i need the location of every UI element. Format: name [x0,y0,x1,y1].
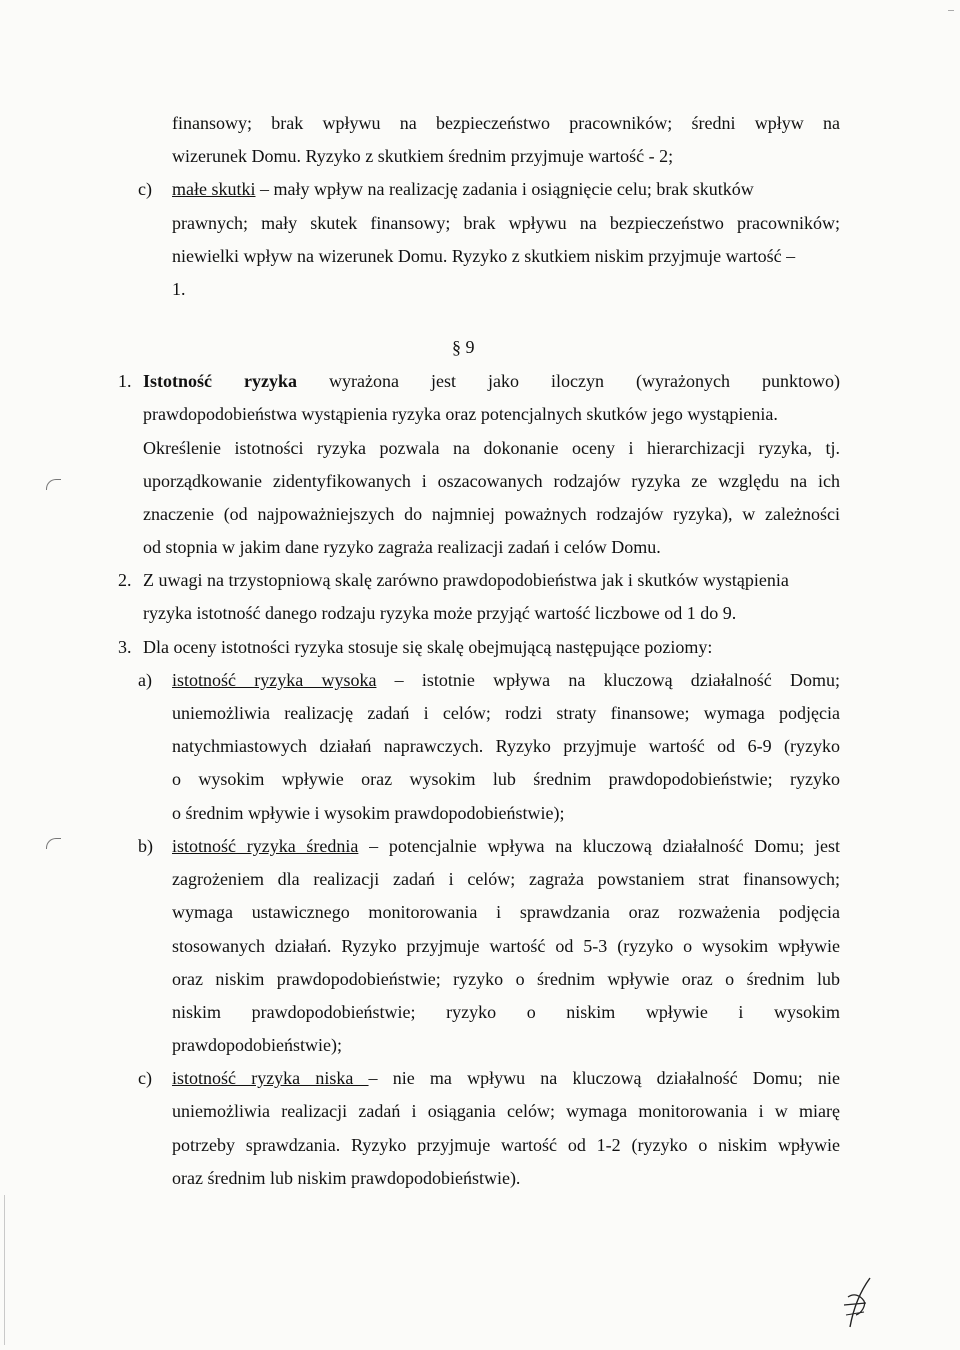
text-line: stosowanych działań. Ryzyko przyjmuje wartość od 5-3 (ryzyko o wysokim wpływie [172,936,840,956]
text-line [172,663,840,697]
scan-edge-line [4,1195,5,1345]
text-line: znaczenie (od najpoważniejszych do najmniej poważnych rodzajów ryzyka), w zależności [143,504,840,524]
scan-mark [46,479,61,490]
text-line: o średnim wpływie i wysokim prawdopodobieństwie); [172,803,565,823]
text-line: Określenie istotności ryzyka pozwala na dokonanie oceny i hierarchizacji ryzyka, tj. [143,438,840,458]
scan-dash [948,10,954,11]
underlined-term: istotność ryzyka wysoka [172,670,377,690]
list-marker: b) [138,836,153,856]
text-line: niewielki wpływ na wizerunek Domu. Ryzyko z skutkiem niskim przyjmuje wartość – [172,246,796,266]
text-fragment: wyrażona jest jako iloczyn (wyrażonych punktowo) [329,371,840,391]
text-line: wymaga ustawicznego monitorowania i sprawdzania oraz rozważenia podjęcia [172,902,840,922]
list-marker: a) [138,670,152,690]
text-line: Z uwagi na trzystopniową skalę zarówno prawdopodobieństwa jak i skutków wystąpienia [143,570,789,590]
text-line: ryzyka istotność danego rodzaju ryzyka może przyjąć wartość liczbowe od 1 do 9. [143,603,737,623]
text-line: prawnych; mały skutek finansowy; brak wpływu na bezpieczeństwo pracowników; [172,213,840,233]
text-line: uporządkowanie zidentyfikowanych i oszacowanych rodzajów ryzyka ze względu na ich [143,471,840,491]
text-line: finansowy; brak wpływu na bezpieczeństwo pracowników; średni wpływ na [172,113,840,133]
paragraph-number: 1. [118,371,132,391]
text-line: potrzeby sprawdzania. Ryzyko przyjmuje wartość od 1-2 (ryzyko o niskim wpływie [172,1135,840,1155]
text-line: prawdopodobieństwa wystąpienia ryzyka oraz potencjalnych skutków jego wystąpienia. [143,404,778,424]
text-line [143,364,840,398]
underlined-term: małe skutki [172,179,256,199]
text-line: od stopnia w jakim dane ryzyko zagraża realizacji zadań i celów Domu. [143,537,661,557]
text-line [172,829,840,863]
text-line: niskim prawdopodobieństwie; ryzyko o niskim wpływie i wysokim [172,1002,840,1022]
text-fragment: – istotnie wpływa na kluczową działalność Domu; [376,670,840,690]
paragraph-number: 3. [118,637,132,657]
list-marker: c) [138,179,152,199]
text-line [172,1061,840,1095]
text-line: 1. [172,279,186,299]
underlined-term: istotność ryzyka niska [172,1068,369,1088]
text-line: uniemożliwia realizację zadań i celów; rodzi straty finansowe; wymaga podjęcia [172,703,840,723]
handwritten-initials-signature [840,1275,880,1330]
text-line: oraz średnim lub niskim prawdopodobieństwie). [172,1168,521,1188]
text-line: natychmiastowych działań naprawczych. Ryzyko przyjmuje wartość od 6-9 (ryzyko [172,736,840,756]
paragraph-number: 2. [118,570,132,590]
text-fragment: – potencjalnie wpływa na kluczową działalność Domu; jest [358,836,840,856]
text-line: o wysokim wpływie oraz wysokim lub średnim prawdopodobieństwie; ryzyko [172,769,840,789]
text-line [172,172,840,206]
text-fragment: – mały wpływ na realizację zadania i osiągnięcie celu; brak skutków [255,179,754,199]
text-line: Dla oceny istotności ryzyka stosuje się skalę obejmującą następujące poziomy: [143,637,713,657]
underlined-term: istotność ryzyka średnia [172,836,359,856]
text-line: oraz niskim prawdopodobieństwie; ryzyko o średnim wpływie oraz o średnim lub [172,969,840,989]
text-fragment: – nie ma wpływu na kluczową działalność Domu; nie [368,1068,840,1088]
text-line: uniemożliwia realizacji zadań i osiągania celów; wymaga monitorowania i w miarę [172,1101,840,1121]
list-marker: c) [138,1068,152,1088]
scan-mark [46,838,61,849]
text-line: prawdopodobieństwie); [172,1035,342,1055]
text-line: wizerunek Domu. Ryzyko z skutkiem średnim przyjmuje wartość - 2; [172,146,674,166]
section-heading: § 9 [452,337,475,357]
bold-term: Istotność ryzyka [143,371,298,391]
text-line: zagrożeniem dla realizacji zadań i celów; zagraża powstaniem strat finansowych; [172,869,840,889]
